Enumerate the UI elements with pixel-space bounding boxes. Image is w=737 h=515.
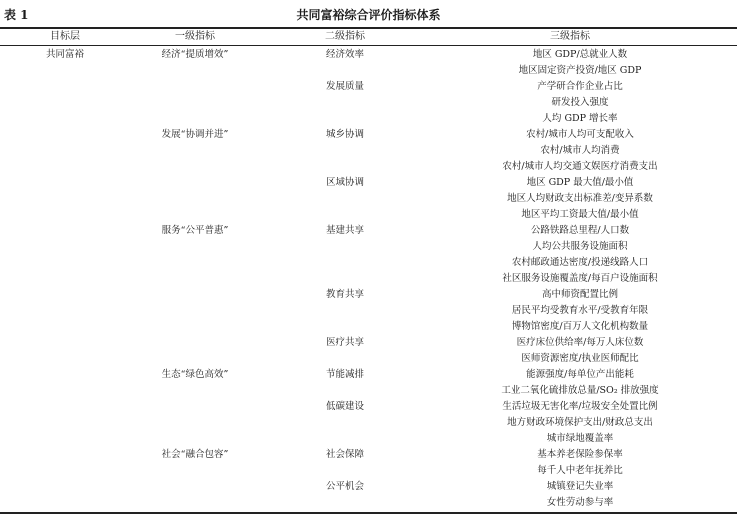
table-row: [0, 255, 737, 271]
level-3-cell: 研发投入强度: [551, 97, 609, 108]
level-3-cell: 工业二氧化硫排放总量/SO₂ 排放强度: [501, 385, 659, 396]
level-3-cell: 基本养老保险参保率: [537, 449, 623, 460]
table-row: [0, 239, 737, 255]
level-3-cell: 城镇登记失业率: [546, 481, 614, 492]
level-3-cell: 地区人均财政支出标准差/变异系数: [507, 193, 653, 204]
table-row: [0, 127, 737, 143]
level-3-cell: 农村/城市人均交通文娱医疗消费支出: [502, 161, 658, 172]
level-3-cell: 医师资源密度/执业医师配比: [521, 353, 639, 364]
table-row: [0, 415, 737, 431]
table-row: [0, 463, 737, 479]
level-3-cell: 农村邮政通达密度/投递线路人口: [511, 257, 649, 268]
table-row: [0, 399, 737, 415]
table-row: [0, 95, 737, 111]
level-3-cell: 博物馆密度/百万人文化机构数量: [511, 321, 649, 332]
level-3-cell: 医疗床位供给率/每万人床位数: [516, 337, 644, 348]
level-3-cell: 居民平均受教育水平/受教育年限: [511, 305, 649, 316]
table-row: [0, 495, 737, 511]
level-2-cell: 教育共享: [325, 289, 364, 300]
level-3-cell: 地区平均工资最大值/最小值: [521, 209, 639, 220]
level-2-cell: 经济效率: [325, 49, 364, 60]
header-level-2: 二级指标: [325, 31, 365, 42]
table-row: [0, 175, 737, 191]
level-3-cell: 农村/城市人均消费: [540, 145, 620, 156]
level-2-cell: 社会保障: [325, 449, 364, 460]
table-row: [0, 63, 737, 79]
table-row: [0, 479, 737, 495]
level-3-cell: 每千人中老年抚养比: [537, 465, 623, 476]
level-3-cell: 地方财政环境保护支出/财政总支出: [507, 417, 653, 428]
level-3-cell: 地区固定资产投资/地区 GDP: [518, 65, 642, 76]
level-2-cell: 区域协调: [325, 177, 364, 188]
level-1-cell: 服务“公平普惠”: [161, 225, 229, 236]
level-3-cell: 高中师资配置比例: [541, 289, 618, 300]
table-row: [0, 207, 737, 223]
header-level-3: 三级指标: [550, 31, 590, 42]
table-body: [0, 47, 737, 511]
header-rule: [0, 45, 737, 46]
level-2-cell: 基建共享: [325, 225, 364, 236]
table-row: [0, 335, 737, 351]
level-3-cell: 城市绿地覆盖率: [546, 433, 614, 444]
table-number: 表 1: [4, 8, 29, 22]
level-2-cell: 低碳建设: [325, 401, 364, 412]
table-row: [0, 287, 737, 303]
level-3-cell: 人均 GDP 增长率: [542, 113, 618, 124]
level-2-cell: 公平机会: [325, 481, 364, 492]
level-3-cell: 地区 GDP/总就业人数: [532, 49, 628, 60]
table-row: [0, 271, 737, 287]
header-level-1: 一级指标: [175, 31, 215, 42]
level-3-cell: 生活垃圾无害化率/垃圾安全处置比例: [502, 401, 658, 412]
table-row: [0, 79, 737, 95]
table-row: [0, 223, 737, 239]
level-1-cell: 经济“提质增效”: [161, 49, 229, 60]
table-row: [0, 319, 737, 335]
level-3-cell: 女性劳动参与率: [546, 497, 614, 508]
table-row: [0, 111, 737, 127]
target-layer-cell: 共同富裕: [45, 49, 84, 60]
table-row: [0, 47, 737, 63]
table-row: [0, 303, 737, 319]
level-1-cell: 社会“融合包容”: [161, 449, 229, 460]
level-2-cell: 节能减排: [325, 369, 364, 380]
level-3-cell: 农村/城市人均可支配收入: [526, 129, 634, 140]
level-2-cell: 城乡协调: [325, 129, 364, 140]
level-3-cell: 公路铁路总里程/人口数: [530, 225, 630, 236]
table-row: [0, 159, 737, 175]
level-3-cell: 人均公共服务设施面积: [532, 241, 628, 252]
level-3-cell: 能源强度/每单位产出能耗: [526, 369, 634, 380]
level-3-cell: 地区 GDP 最大值/最小值: [526, 177, 634, 188]
table-row: [0, 351, 737, 367]
table-header: [0, 28, 737, 45]
table-row: [0, 143, 737, 159]
level-3-cell: 产学研合作企业占比: [537, 81, 623, 92]
table-row: [0, 383, 737, 399]
table-row: [0, 367, 737, 383]
table-title: 共同富裕综合评价指标体系: [296, 8, 441, 22]
table-row: [0, 447, 737, 463]
table-row: [0, 431, 737, 447]
level-1-cell: 发展“协调并进”: [161, 129, 229, 140]
level-2-cell: 医疗共享: [325, 337, 364, 348]
table-caption: [0, 6, 737, 24]
level-1-cell: 生态“绿色高效”: [161, 369, 229, 380]
table-row: [0, 191, 737, 207]
bottom-rule: [0, 512, 737, 514]
level-3-cell: 社区服务设施覆盖度/每百户设施面积: [502, 273, 658, 284]
level-2-cell: 发展质量: [325, 81, 364, 92]
header-target-layer: 目标层: [50, 31, 80, 42]
